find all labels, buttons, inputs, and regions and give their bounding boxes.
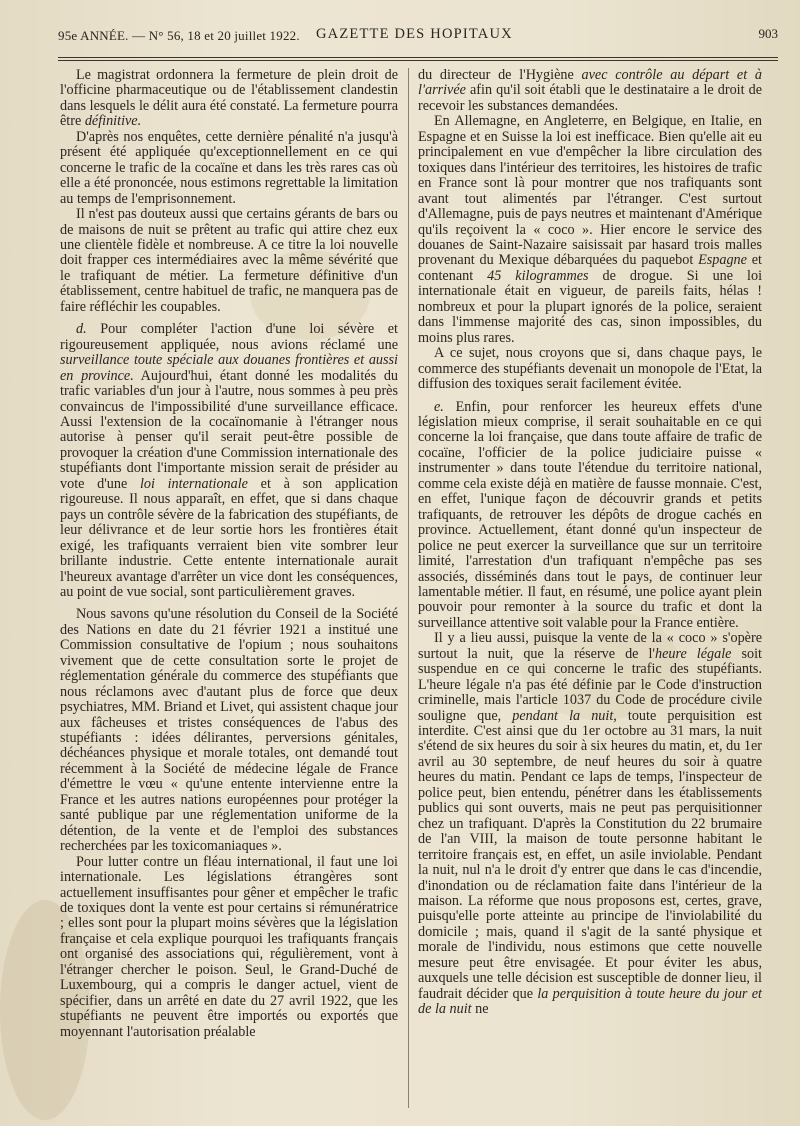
- left-column: [60, 68, 398, 1040]
- text-run: ne: [471, 1001, 489, 1018]
- italic-text: e.: [434, 398, 444, 415]
- text-run: Pour compléter l'action d'une loi sévère et rigoureusement appliquée, nous avions réclamé une: [60, 321, 398, 353]
- italic-text: Espagne: [698, 252, 747, 269]
- italic-text: loi internationale: [139, 475, 248, 492]
- paragraph: [418, 114, 762, 346]
- right-column: [418, 68, 762, 1018]
- page-number: 903: [758, 26, 778, 41]
- text-run: du directeur de l'Hygiène: [418, 67, 582, 83]
- paragraph: [418, 68, 762, 114]
- paragraph: [60, 68, 398, 130]
- paragraph: [60, 855, 398, 1040]
- paragraph: [60, 207, 398, 315]
- text-run: et à son application rigoureuse. Il nous apparaît, en effet, que si dans chaque pays un contrôle sévère de la fabrication des stupéfiants, de leur délivrance et de leur sortie hors les frontières était exigé, les trafiquants verraient bien vite sombrer leur brillante industrie. Cette entente internationale aurait l'heureux avantage d'arrêter un vice dont les conséquences, au point de vue social, sont particulièrement graves.: [60, 475, 398, 600]
- italic-text: la perquisition à toute heure du jour et de la nuit: [418, 985, 762, 1018]
- paragraph: [60, 322, 398, 600]
- text-run: soit suspendue en ce qui concerne le trafic des stupéfiants. L'heure légale n'a pas été définie par le Code d'instruction criminelle, mais l'article 1037 du Code de procédure civile souligne que,: [418, 645, 762, 724]
- paragraph: [418, 631, 762, 1017]
- paragraph: [418, 400, 762, 632]
- journal-title: GAZETTE DES HOPITAUX: [316, 26, 513, 42]
- text-run: Pour lutter contre un fléau international, il faut une loi internationale. Les législations étrangères sont actuellement insuffisantes pour gêner et empêcher le trafic de toxiques dont la vente est pour certains si rémunératrice ; elles sont pour la plupart moins sévères que la législation française et cela explique pourquoi les trafiquants français ont organisé des associations qui, régulièrement, vont à l'étranger chercher le poison. Seul, le Grand-Duché de Luxembourg, qui a compris le danger actuel, vient de spécifier, dans un arrêté en date du 27 avril 1922, que les stupéfiants ne peuvent être importés ou exportés que moyennant l'autorisation préalable: [60, 853, 398, 1040]
- paragraph: [60, 607, 398, 854]
- italic-text: avec contrôle au départ et à l'arrivée: [418, 67, 762, 99]
- italic-text: heure légale: [655, 645, 732, 662]
- text-run: Aujourd'hui, étant donné les modalités du trafic variables d'un jour à l'autre, nous sommes à peu près convaincus de l'impossibilité d'une surveillance efficace. Aussi l'extension de la cocaïnomanie à l'étranger nous autorise à penser qu'il serait peut-être possible de provoquer la création d'une Commission internationale des stupéfiants dont l'importante mission serait de présider au vote d'une: [60, 367, 399, 492]
- text-run: Il y a lieu aussi, puisque la vente de la « coco » s'opère surtout la nuit, que la réserve de l': [418, 630, 762, 662]
- paragraph: [60, 130, 398, 207]
- text-run: afin qu'il soit établi que le destinataire a le droit de recevoir les substances demandées.: [418, 82, 762, 114]
- text-run: A ce sujet, nous croyons que si, dans chaque pays, le commerce des stupéfiants devenait un monopole de l'Etat, la diffusion des toxiques serait facilement évitée.: [418, 345, 762, 393]
- italic-text: surveillance toute spéciale aux douanes frontières et aussi en province.: [60, 352, 398, 384]
- text-run: D'après nos enquêtes, cette dernière pénalité n'a jusqu'à présent été appliquée qu'exceptionnellement en ce qui concerne le trafic de la cocaïne et dans les très rares cas où elle a été prononcée, nous estimons regrettable la limitation au temps de l'emprisonnement.: [60, 128, 398, 207]
- text-run: Enfin, pour renforcer les heureux effets d'une législation mieux comprise, il serait souhaitable en ce qui concerne la loi française, que dans toute affaire de trafic de cocaïne, l'officier de la police judiciaire puisse « instrumenter » dans toute l'étendue du territoire national, comme cela existe déjà en matière de fausse monnaie. C'est, en effet, l'unique façon de découvrir grands et petits trafiquants, de retrouver les dépôts de drogue cachés en province. Actuellement, étant donné qu'un inspecteur de police ne peut exercer la surveillance que sur un territoire limité, l'arrestation d'un trafiquant n'empêche pas ses associés, disséminés dans tout le pays, de continuer leur lamentable métier. Il faut, en résumé, une police ayant plein pouvoir pour remonter à la source du trafic et dont la surveillance attentive soit valable pour la France entière.: [418, 398, 762, 631]
- page-header: [58, 22, 778, 50]
- header-rule: [58, 60, 778, 61]
- text-run: Le magistrat ordonnera la fermeture de plein droit de l'officine pharmaceutique ou de l'établissement clandestin dans lesquels le délit aura été constaté. La fermeture pourra être: [60, 67, 398, 130]
- header-rule: [58, 57, 778, 58]
- italic-text: pendant la nuit: [512, 707, 614, 724]
- text-run: et contenant: [418, 252, 762, 284]
- text-run: Il n'est pas douteux aussi que certains gérants de bars ou de maisons de nuit se prêtent au trafic qui attire chez eux une clientèle fidèle et nombreuse. A ce titre la loi nouvelle doit frapper ces intermédiaires avec la même sévérité que le trafiquant de métier. La fermeture définitive d'un établissement, centre habituel de trafic, ne manquera pas de faire réfléchir les coupables.: [60, 206, 398, 315]
- column-divider: [408, 68, 409, 1108]
- text-run: En Allemagne, en Angleterre, en Belgique, en Italie, en Espagne et en Suisse la loi est inefficace. Bien qu'elle ait eu principalement en vue d'empêcher la libre circulation des toxiques dans l'intérieur des territoires, les histoires de trafic en France sont là pour montrer que nos trafiquants sont avant tout alimentés par l'étranger. C'est surtout d'Allemagne, puis de pays neutres et maintenant d'Amérique qu'ils reçoivent la « coco ». Hier encore le service des douanes de Saint-Nazaire saisissait par hasard trois malles provenant du Mexique débarquées du paquebot: [418, 113, 762, 269]
- text-run: de drogue. Si une loi internationale était en vigueur, de pareils faits, hélas ! nombreux et pour la plupart ignorés de la police, seraient dans l'immense majorité des cas, sinon impossibles, du moins plus rares.: [418, 267, 763, 346]
- italic-text: définitive.: [84, 113, 142, 130]
- issue-info: 95e ANNÉE. — N° 56, 18 et 20 juillet 1922.: [58, 28, 300, 43]
- text-run: Nous savons qu'une résolution du Conseil de la Société des Nations en date du 21 février 1921 a institué une Commission consultative de l'opium ; nous souhaitons vivement que de cette consultation sorte le projet de réglementation générale du commerce des stupéfiants que nous réclamons avec d'autant plus de force que deux psychiatres, MM. Briand et Livet, qui assistent chaque jour aux fâcheuses et tristes conséquences de l'abus des stupéfiants : idées délirantes, perversions génitales, déchéances physique et morale totales, ont demandé tout récemment à la Société de médecine légale de France d'émettre le vœu « qu'une entente intervienne entre la France et les autres nations européennes pour protéger la santé publique par une réglementation uniforme de la détention, de la vente et de l'emploi des substances recherchées par les toxicomaniaques ».: [60, 606, 398, 855]
- paragraph: [418, 346, 762, 392]
- italic-text: d.: [76, 321, 87, 338]
- italic-text: 45 kilogrammes: [487, 267, 589, 284]
- text-run: , toute perquisition est interdite. C'est ainsi que du 1er octobre au 31 mars, la nuit s'étend de six heures du soir à six heures du matin, et, du 1er avril au 30 septembre, de neuf heures du soir à quatre heures du matin. Pendant ce laps de temps, l'inspecteur de police peut, bien entendu, pénétrer dans les établissements publics qui sont ouverts, mais ne peut pas perquisitionner chez un trafiquant. D'après la Constitution du 22 brumaire de l'an VIII, la maison de toute personne habitant le territoire français est, en effet, un asile inviolable. Pendant la nuit, nul n'a le droit d'y entrer que dans le cas d'incendie, d'inondation ou de réclamation faite dans l'intérieur de la maison. La réforme que nous proposons est, certes, grave, puisqu'elle porte atteinte au principe de l'inviolabilité du domicile ; mais, quand il s'agit de la santé physique et morale de l'individu, nous estimons que cette nouvelle mesure peut être envisagée. Et pour éviter les abus, auxquels une telle décision est susceptible de donner lieu, il faudrait décider que: [418, 707, 762, 1002]
